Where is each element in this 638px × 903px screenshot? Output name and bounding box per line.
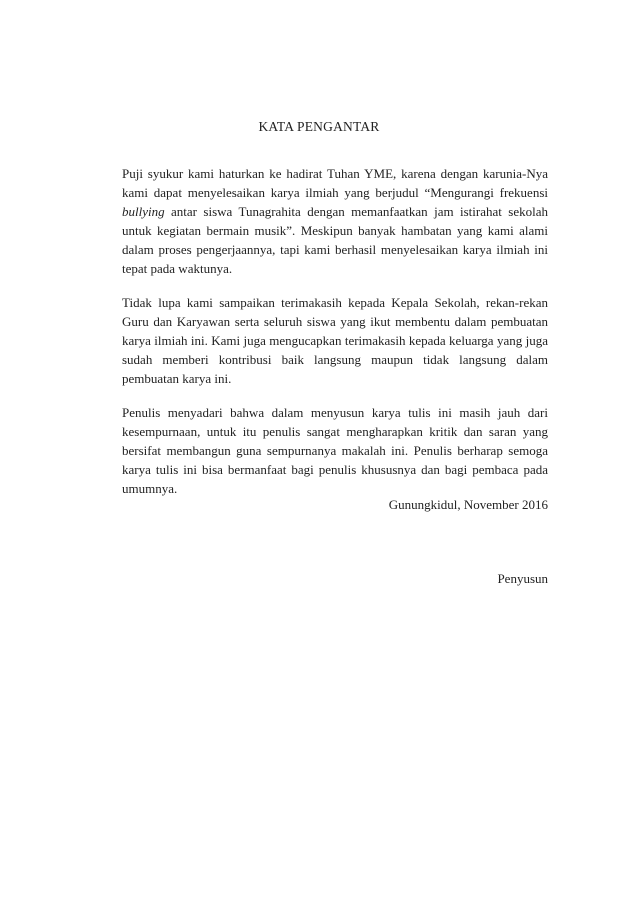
italic-term: bullying xyxy=(122,204,165,219)
paragraph-2: Tidak lupa kami sampaikan terimakasih kepada Kepala Sekolah, rekan-rekan Guru dan Karyawan serta seluruh siswa yang ikut membentu dalam pembuatan karya ilmiah ini. Kami juga mengucapkan terimakasih kepada keluarga yang juga sudah memberi kontribusi baik langsung maupun tidak langsung dalam pembuatan karya ini. xyxy=(122,295,548,386)
document-body xyxy=(122,164,548,513)
paragraph-1-text-end: antar siswa Tunagrahita dengan memanfaatkan jam istirahat sekolah untuk kegiatan bermain musik”. Meskipun banyak hambatan yang kami alami dalam proses pengerjaannya, tapi kami berhasil menyelesaikan karya ilmiah ini tepat pada waktunya. xyxy=(122,204,548,276)
paragraph-1-text-start: Puji syukur kami haturkan ke hadirat Tuhan YME, karena dengan karunia-Nya kami dapat menyelesaikan karya ilmiah yang berjudul “Mengurangi frekuensi xyxy=(122,166,548,200)
place-date: Gunungkidul, November 2016 xyxy=(388,497,548,512)
page-title: KATA PENGANTAR xyxy=(258,119,380,134)
signature: Penyusun xyxy=(497,571,548,586)
paragraph-1 xyxy=(122,164,548,278)
paragraph-3: Penulis menyadari bahwa dalam menyusun karya tulis ini masih jauh dari kesempurnaan, untuk itu penulis sangat mengharapkan kritik dan saran yang bersifat membangun guna sempurnanya makalah ini. Penulis berharap semoga karya tulis ini bisa bermanfaat bagi penulis khususnya dan bagi pembaca pada umumnya. xyxy=(122,405,548,496)
